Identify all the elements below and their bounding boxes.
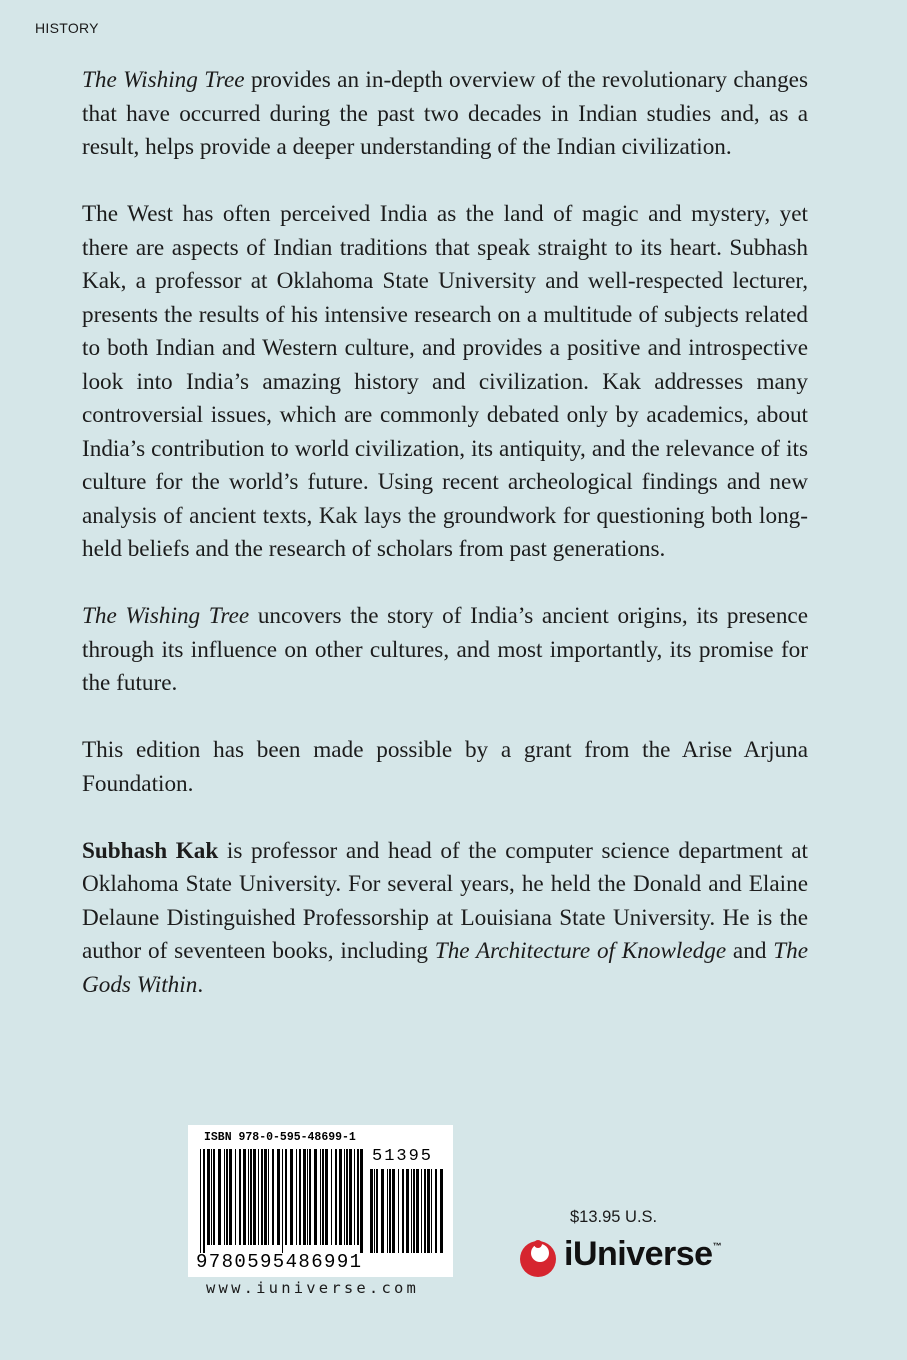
paragraph-grant: This edition has been made possible by a grant from the Arise Arjuna Foundation. xyxy=(82,737,808,797)
price-code: 51395 xyxy=(372,1147,434,1166)
isbn-label: ISBN 978-0-595-48699-1 xyxy=(204,1131,356,1144)
ean-barcode-bars xyxy=(200,1149,364,1253)
book-reference: The Architecture of Knowledge xyxy=(434,938,727,964)
paragraph-description: The West has often perceived India as the land of magic and mystery, yet there are aspects of Indian traditions that speak straight to its heart. Subhash Kak, a professor at Oklahoma State University and well-respected lecturer, presents the results of his intensive research on a multitude of subjects related to both Indian and Western culture, and provides a positive and introspective look into India’s amazing history and civilization. Kak addresses many controversial issues, which are commonly debated only by academics, about India’s contribution to world civilization, its antiquity, and the relevance of its culture for the world’s future. Using recent archeological findings and new analysis of ancient texts, Kak lays the groundwork for questioning both long-held beliefs and the research of scholars from past generations. xyxy=(82,201,808,562)
back-cover-text xyxy=(82,64,808,1002)
iuniverse-logo-icon xyxy=(518,1237,560,1279)
paragraph-author-bio xyxy=(82,835,808,1003)
trademark-symbol: ™ xyxy=(712,1241,722,1251)
bio-text: . xyxy=(197,971,204,998)
bio-text: is professor and head of the computer science department at Oklahoma State University. For several years, he held the Donald and Elaine Delaune Distinguished Professorship at Louisiana State University. He is the author of seventeen books, including xyxy=(82,837,808,964)
book-title: The Wishing Tree xyxy=(82,603,250,629)
paragraph-overview-text: provides an in-depth overview of the revolutionary changes that have occurred during the past two decades in Indian studies and, as a result, helps provide a deeper understanding of the Indian civilization. xyxy=(82,67,808,160)
category-label: HISTORY xyxy=(35,20,99,36)
price-barcode-bars xyxy=(370,1169,444,1253)
barcode xyxy=(188,1125,453,1277)
publisher-name-text: iUniverse xyxy=(564,1235,713,1273)
paragraph-summary-text: uncovers the story of India’s ancient origins, its presence through its influence on other cultures, and most importantly, its promise for the future. xyxy=(82,603,808,696)
paragraph-summary xyxy=(82,600,808,701)
book-reference: The Gods Within xyxy=(82,938,809,998)
author-name: Subhash Kak xyxy=(82,837,219,864)
bio-text: and xyxy=(726,938,774,964)
publisher-name xyxy=(564,1235,721,1274)
price: $13.95 U.S. xyxy=(570,1208,658,1226)
publisher-website: www.iuniverse.com xyxy=(206,1279,420,1297)
ean-digits: 9780595486991 xyxy=(196,1251,363,1273)
book-title: The Wishing Tree xyxy=(82,67,245,93)
paragraph-overview xyxy=(82,64,808,165)
